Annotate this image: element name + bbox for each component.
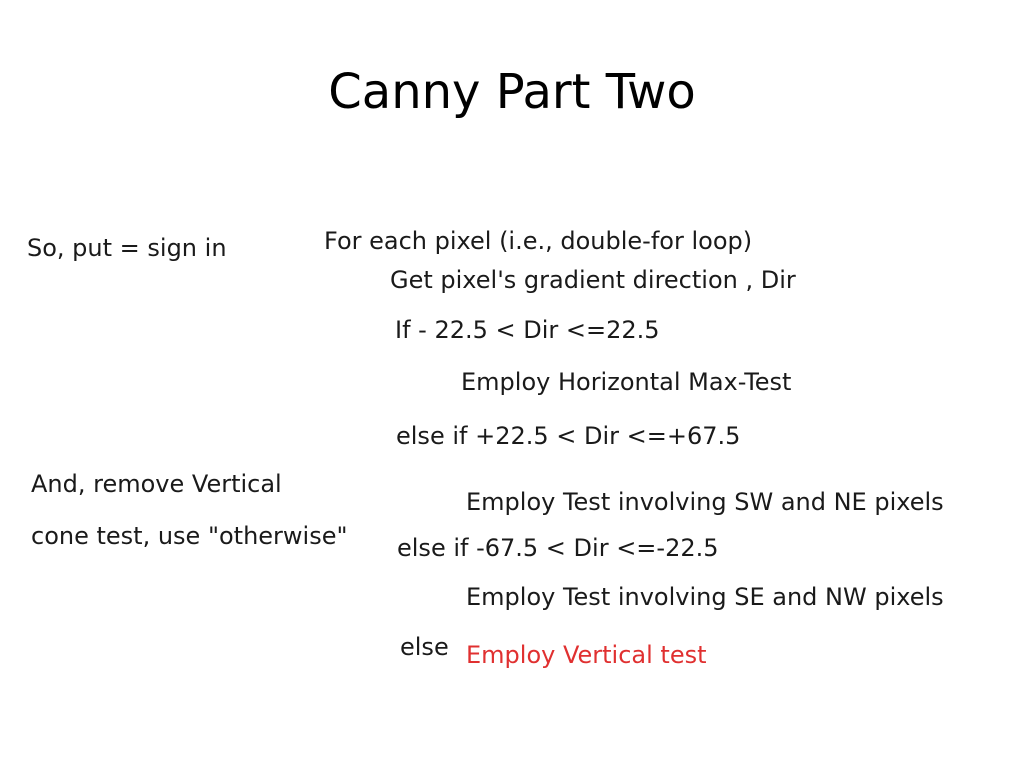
code-line-if-horizontal: If - 22.5 < Dir <=22.5 bbox=[395, 316, 660, 344]
note-remove-vertical: And, remove Vertical bbox=[31, 470, 282, 498]
slide-title: Canny Part Two bbox=[328, 64, 696, 120]
code-line-horizontal-test: Employ Horizontal Max-Test bbox=[461, 368, 792, 396]
code-line-else: else bbox=[400, 633, 449, 661]
note-cone-test: cone test, use "otherwise" bbox=[31, 522, 348, 550]
code-line-sw-ne-test: Employ Test involving SW and NE pixels bbox=[466, 488, 944, 516]
code-line-for-each-pixel: For each pixel (i.e., double-for loop) bbox=[324, 227, 753, 255]
code-line-get-direction: Get pixel's gradient direction , Dir bbox=[390, 266, 796, 294]
code-line-else-if-positive: else if +22.5 < Dir <=+67.5 bbox=[396, 422, 741, 450]
code-line-else-if-negative: else if -67.5 < Dir <=-22.5 bbox=[397, 534, 719, 562]
code-line-se-nw-test: Employ Test involving SE and NW pixels bbox=[466, 583, 944, 611]
note-equal-sign: So, put = sign in bbox=[27, 234, 227, 262]
code-line-vertical-test: Employ Vertical test bbox=[466, 641, 707, 669]
